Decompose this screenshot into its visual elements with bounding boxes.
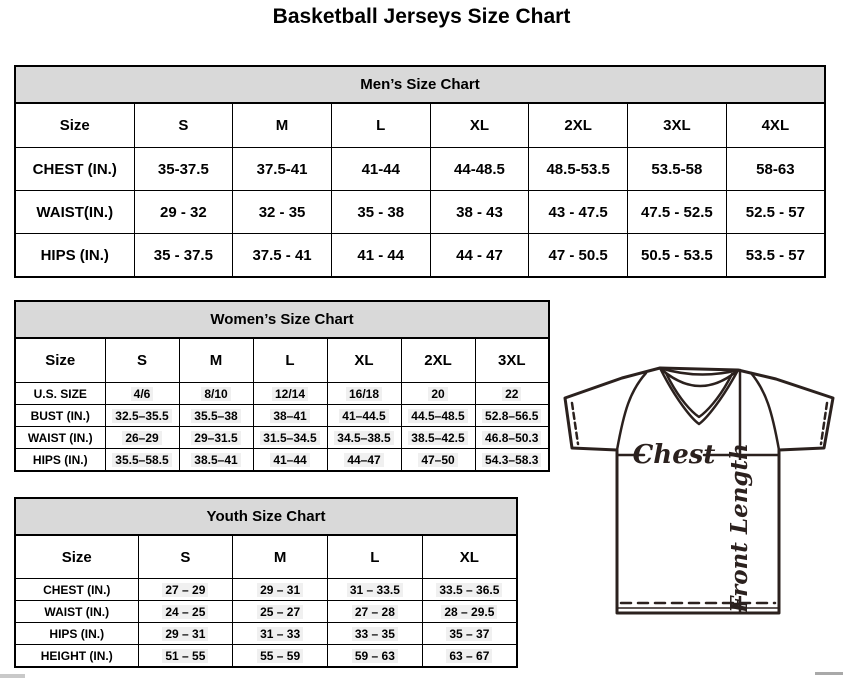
value-cell [253, 383, 327, 405]
header-row [15, 535, 517, 579]
row-label: CHEST (IN.) [15, 579, 138, 601]
measurement-row [15, 601, 517, 623]
size-value: 32.5–35.5 [112, 409, 171, 423]
value-cell [233, 234, 332, 278]
womens-chart-title: Women’s Size Chart [14, 300, 550, 339]
size-value: 44–47 [344, 453, 383, 467]
value-cell [134, 234, 233, 278]
value-cell [475, 383, 549, 405]
value-cell [138, 579, 233, 601]
size-value: 20 [428, 387, 447, 401]
size-value: 29–31.5 [191, 431, 240, 445]
size-value: 38.5–42.5 [408, 431, 467, 445]
youth-size-chart [14, 497, 518, 668]
column-header-xl: XL [422, 535, 517, 579]
value-cell [475, 405, 549, 427]
value-cell [233, 645, 328, 668]
size-header-cell: Size [15, 338, 105, 383]
size-value: 33 – 35 [352, 627, 398, 641]
size-value: 35.5–58.5 [112, 453, 171, 467]
size-value: 54.3–58.3 [482, 453, 541, 467]
row-label: HIPS (IN.) [15, 234, 134, 278]
column-header-m: M [179, 338, 253, 383]
column-header-l: L [253, 338, 327, 383]
value-cell [628, 234, 727, 278]
womens-size-chart [14, 300, 550, 472]
value-cell [726, 234, 825, 278]
measurement-row [15, 645, 517, 668]
row-label: WAIST (IN.) [15, 601, 138, 623]
size-value: 31.5–34.5 [260, 431, 319, 445]
size-value: 22 [502, 387, 521, 401]
value-cell [422, 645, 517, 668]
size-value: 48.5-53.5 [546, 160, 610, 178]
size-value: 31 – 33.5 [347, 583, 403, 597]
size-value: 47–50 [418, 453, 457, 467]
measurement-row [15, 234, 825, 278]
column-header-2xl: 2XL [401, 338, 475, 383]
value-cell [475, 427, 549, 449]
row-label: WAIST (IN.) [15, 427, 105, 449]
horizontal-scrollbar-track-end[interactable] [815, 672, 843, 675]
size-value: 41–44.5 [339, 409, 388, 423]
header-row [15, 338, 549, 383]
size-value: 44.5–48.5 [408, 409, 467, 423]
youth-chart-title: Youth Size Chart [14, 497, 518, 536]
size-value: 52.5 - 57 [745, 203, 805, 221]
value-cell [328, 645, 423, 668]
size-value: 16/18 [346, 387, 382, 401]
value-cell [179, 383, 253, 405]
value-cell [401, 449, 475, 472]
value-cell [233, 148, 332, 191]
size-value: 37.5-41 [256, 160, 308, 178]
size-value: 38.5–41 [191, 453, 240, 467]
size-value: 29 – 31 [162, 627, 208, 641]
size-value: 47 - 50.5 [548, 246, 608, 264]
value-cell [430, 191, 529, 234]
size-value: 55 – 59 [257, 649, 303, 663]
womens-size-table [14, 337, 550, 472]
size-value: 59 – 63 [352, 649, 398, 663]
value-cell [327, 449, 401, 472]
value-cell [253, 449, 327, 472]
value-cell [134, 191, 233, 234]
value-cell [328, 579, 423, 601]
size-value: 52.8–56.5 [482, 409, 541, 423]
size-value: 47.5 - 52.5 [641, 203, 713, 221]
size-value: 38–41 [270, 409, 309, 423]
value-cell [430, 148, 529, 191]
size-value: 28 – 29.5 [441, 605, 497, 619]
youth-size-table [14, 534, 518, 668]
size-value: 35.5–38 [191, 409, 240, 423]
size-value: 35 - 37.5 [153, 246, 213, 264]
value-cell [233, 579, 328, 601]
value-cell [331, 148, 430, 191]
size-value: 29 - 32 [160, 203, 207, 221]
size-value: 27 – 29 [162, 583, 208, 597]
size-value: 8/10 [201, 387, 230, 401]
row-label: HIPS (IN.) [15, 623, 138, 645]
value-cell [529, 234, 628, 278]
value-cell [138, 601, 233, 623]
size-value: 29 – 31 [257, 583, 303, 597]
column-header-s: S [134, 103, 233, 148]
column-header-m: M [233, 103, 332, 148]
value-cell [726, 148, 825, 191]
value-cell [628, 148, 727, 191]
jersey-outline-icon [556, 356, 843, 624]
horizontal-scrollbar-thumb[interactable] [0, 674, 25, 678]
value-cell [328, 601, 423, 623]
size-value: 41–44 [270, 453, 309, 467]
size-value: 4/6 [131, 387, 154, 401]
size-value: 53.5-58 [651, 160, 703, 178]
value-cell [105, 449, 179, 472]
size-value: 24 – 25 [162, 605, 208, 619]
row-label: BUST (IN.) [15, 405, 105, 427]
measurement-row [15, 148, 825, 191]
mens-size-table [14, 102, 826, 278]
page-title: Basketball Jerseys Size Chart [272, 5, 571, 28]
size-value: 41 - 44 [357, 246, 405, 264]
value-cell [726, 191, 825, 234]
measurement-row [15, 449, 549, 472]
column-header-xl: XL [430, 103, 529, 148]
measurement-row [15, 579, 517, 601]
value-cell [327, 405, 401, 427]
row-label: CHEST (IN.) [15, 148, 134, 191]
size-value: 33.5 – 36.5 [436, 583, 502, 597]
measurement-row [15, 383, 549, 405]
value-cell [134, 148, 233, 191]
column-header-4xl: 4XL [726, 103, 825, 148]
row-label: HEIGHT (IN.) [15, 645, 138, 668]
column-header-3xl: 3XL [628, 103, 727, 148]
column-header-s: S [105, 338, 179, 383]
value-cell [105, 405, 179, 427]
mens-size-chart [14, 65, 826, 278]
measurement-row [15, 191, 825, 234]
value-cell [327, 383, 401, 405]
value-cell [233, 601, 328, 623]
mens-chart-title: Men’s Size Chart [14, 65, 826, 104]
value-cell [105, 427, 179, 449]
measurement-row [15, 427, 549, 449]
value-cell [331, 234, 430, 278]
measurement-row [15, 405, 549, 427]
value-cell [401, 405, 475, 427]
size-value: 44-48.5 [454, 160, 505, 178]
size-value: 12/14 [272, 387, 308, 401]
size-value: 53.5 - 57 [745, 246, 805, 264]
value-cell [138, 623, 233, 645]
size-value: 31 – 33 [257, 627, 303, 641]
value-cell [401, 427, 475, 449]
value-cell [105, 383, 179, 405]
front-length-label: Front Length [726, 443, 753, 613]
value-cell [529, 191, 628, 234]
value-cell [430, 234, 529, 278]
column-header-m: M [233, 535, 328, 579]
size-value: 38 - 43 [456, 203, 503, 221]
size-value: 41-44 [361, 160, 400, 178]
size-value: 35 – 37 [446, 627, 492, 641]
size-value: 34.5–38.5 [334, 431, 393, 445]
size-value: 50.5 - 53.5 [641, 246, 713, 264]
value-cell [328, 623, 423, 645]
size-value: 26–29 [122, 431, 161, 445]
size-value: 51 – 55 [162, 649, 208, 663]
value-cell [233, 191, 332, 234]
column-header-s: S [138, 535, 233, 579]
column-header-l: L [328, 535, 423, 579]
row-label: HIPS (IN.) [15, 449, 105, 472]
size-header-cell: Size [15, 535, 138, 579]
size-value: 46.8–50.3 [482, 431, 541, 445]
value-cell [422, 601, 517, 623]
value-cell [138, 645, 233, 668]
value-cell [628, 191, 727, 234]
value-cell [253, 405, 327, 427]
value-cell [475, 449, 549, 472]
measurement-row [15, 623, 517, 645]
value-cell [331, 191, 430, 234]
value-cell [253, 427, 327, 449]
value-cell [179, 449, 253, 472]
size-value: 37.5 - 41 [252, 246, 312, 264]
column-header-xl: XL [327, 338, 401, 383]
size-value: 43 - 47.5 [548, 203, 608, 221]
column-header-l: L [331, 103, 430, 148]
column-header-3xl: 3XL [475, 338, 549, 383]
size-value: 58-63 [756, 160, 795, 178]
value-cell [179, 405, 253, 427]
size-value: 32 - 35 [258, 203, 306, 221]
row-label: U.S. SIZE [15, 383, 105, 405]
value-cell [233, 623, 328, 645]
size-value: 35 - 38 [357, 203, 405, 221]
size-value: 27 – 28 [352, 605, 398, 619]
size-value: 63 – 67 [446, 649, 492, 663]
value-cell [401, 383, 475, 405]
value-cell [179, 427, 253, 449]
size-value: 44 - 47 [456, 246, 503, 264]
row-label: WAIST(IN.) [15, 191, 134, 234]
chest-label: Chest [632, 440, 716, 470]
size-value: 25 – 27 [257, 605, 303, 619]
value-cell [327, 427, 401, 449]
value-cell [422, 579, 517, 601]
value-cell [529, 148, 628, 191]
header-row [15, 103, 825, 148]
size-header-cell: Size [15, 103, 134, 148]
column-header-2xl: 2XL [529, 103, 628, 148]
jersey-measurement-diagram [556, 356, 843, 629]
value-cell [422, 623, 517, 645]
size-value: 35-37.5 [157, 160, 209, 178]
